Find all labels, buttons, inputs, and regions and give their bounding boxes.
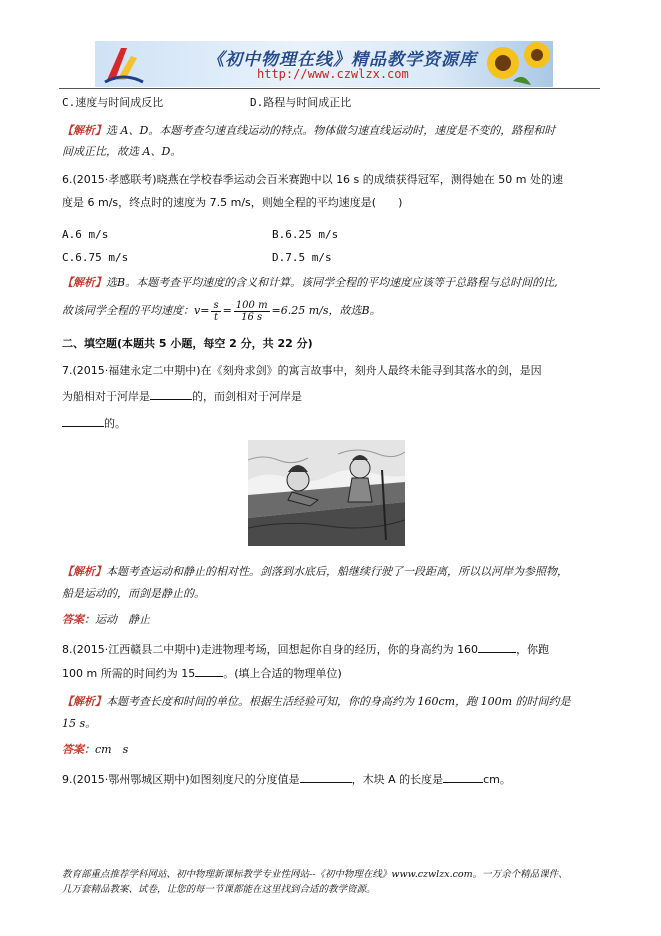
analysis-text: 15 s。 (62, 717, 97, 730)
answer-blank[interactable] (300, 772, 352, 783)
question-text: ，木块 A 的长度是 (351, 773, 444, 786)
fraction-numerator: 100 m (235, 299, 268, 311)
question-9-line (62, 772, 511, 787)
analysis-label: 【解析】 (62, 695, 106, 708)
question-6-line: 6.(2015·孝感联考)晓燕在学校春季运动会百米赛跑中以 16 s 的成绩获得冠军，测得她在 50 m 处的速 (62, 173, 563, 186)
analysis-formula-line (62, 297, 381, 325)
analysis-line (62, 124, 555, 138)
analysis-line (62, 565, 568, 579)
answer-blank[interactable] (195, 666, 223, 677)
header-divider (59, 88, 600, 89)
question-7-line (62, 389, 302, 404)
fraction-denominator: 16 s (241, 311, 263, 323)
analysis-text: =6.25 m/s，故选B。 (271, 304, 381, 317)
question-text: 8.(2015·江西赣县二中期中)走进物理考场，回想起你自身的经历，你的身高约为 160 (62, 643, 479, 656)
section-title: 二、填空题(本题共 5 小题，每空 2 分，共 22 分) (62, 337, 313, 350)
option-c: C.速度与时间成反比 (62, 96, 164, 109)
question-text: 为船相对于河岸是 (62, 390, 150, 403)
option-d: D.路程与时间成正比 (250, 96, 352, 109)
analysis-text: 本题考查运动和静止的相对性。剑落到水底后，船继续行驶了一段距离，所以以河岸为参照物， (106, 565, 568, 578)
analysis-line (62, 695, 571, 709)
banner-url[interactable]: http://www.czwlzx.com (257, 67, 409, 81)
answer-line (62, 743, 128, 757)
answer-line (62, 613, 150, 627)
question-text: ，你跑 (516, 643, 550, 656)
footer-line: 教育部重点推荐学科网站、初中物理新课标教学专业性网站--《初中物理在线》www.czwlzx.com。一万余个精品课件、 (62, 869, 568, 880)
analysis-label: 【解析】 (62, 565, 106, 578)
option-c: C.6.75 m/s (62, 251, 129, 264)
analysis-label: 【解析】 (62, 124, 106, 137)
answer-text: 运动 静止 (95, 613, 150, 626)
answer-label: 答案： (62, 613, 95, 626)
fraction-s-over-t (211, 300, 220, 323)
analysis-text: 船是运动的，而剑是静止的。 (62, 587, 205, 600)
banner-title: 《初中物理在线》精品教学资源库 (207, 50, 477, 70)
option-a: A.6 m/s (62, 228, 109, 241)
question-6-line: 度是 6 m/s，终点时的速度为 7.5 m/s，则她全程的平均速度是( ) (62, 196, 403, 209)
fraction-numerator: s (213, 299, 219, 311)
fraction-denominator: t (213, 311, 219, 323)
equals-sign: = (222, 304, 232, 317)
fraction-values (234, 300, 270, 323)
answer-blank[interactable] (62, 416, 104, 427)
sunflower-icon (473, 41, 553, 87)
answer-blank[interactable] (150, 389, 192, 400)
boat-sword-illustration (248, 440, 405, 546)
analysis-text: 选 A、D。本题考查匀速直线运动的特点。物体做匀速直线运动时，速度是不变的，路程和时 (106, 124, 556, 137)
logo-icon (101, 44, 147, 84)
question-7-line (62, 416, 126, 431)
question-text: 的。 (104, 417, 126, 430)
answer-blank[interactable] (478, 642, 516, 653)
footer-line: 几万套精品教案、试卷，让您的每一节课都能在这里找到合适的教学资源。 (62, 884, 376, 895)
question-text: 9.(2015·鄂州鄂城区期中)如图刻度尺的分度值是 (62, 773, 300, 786)
question-text: cm。 (483, 773, 511, 786)
option-d: D.7.5 m/s (272, 251, 332, 264)
analysis-text: 间成正比，故选 A、D。 (62, 145, 182, 158)
question-7-line: 7.(2015·福建永定二中期中)在《刻舟求剑》的寓言故事中，刻舟人最终未能寻到其落水的剑，是因 (62, 364, 542, 377)
analysis-text: 本题考查长度和时间的单位。根据生活经验可知，你的身高约为 160cm，跑 100m 的时间约是 (106, 695, 571, 708)
answer-blank[interactable] (443, 772, 483, 783)
analysis-label: 【解析】 (62, 276, 106, 289)
answer-text: cm s (95, 743, 129, 756)
analysis-text: 故该同学全程的平均速度：v= (62, 304, 210, 317)
answer-label: 答案： (62, 743, 95, 756)
question-8-line (62, 642, 549, 657)
analysis-line (62, 276, 558, 290)
question-text: 的，而剑相对于河岸是 (192, 390, 302, 403)
header-banner (95, 41, 553, 87)
option-b: B.6.25 m/s (272, 228, 339, 241)
question-text: 。(填上合适的物理单位) (223, 667, 342, 680)
analysis-text: 选B。本题考查平均速度的含义和计算。该同学全程的平均速度应该等于总路程与总时间的比, (106, 276, 558, 289)
question-text: 100 m 所需的时间约为 15 (62, 667, 196, 680)
question-8-line (62, 666, 342, 681)
